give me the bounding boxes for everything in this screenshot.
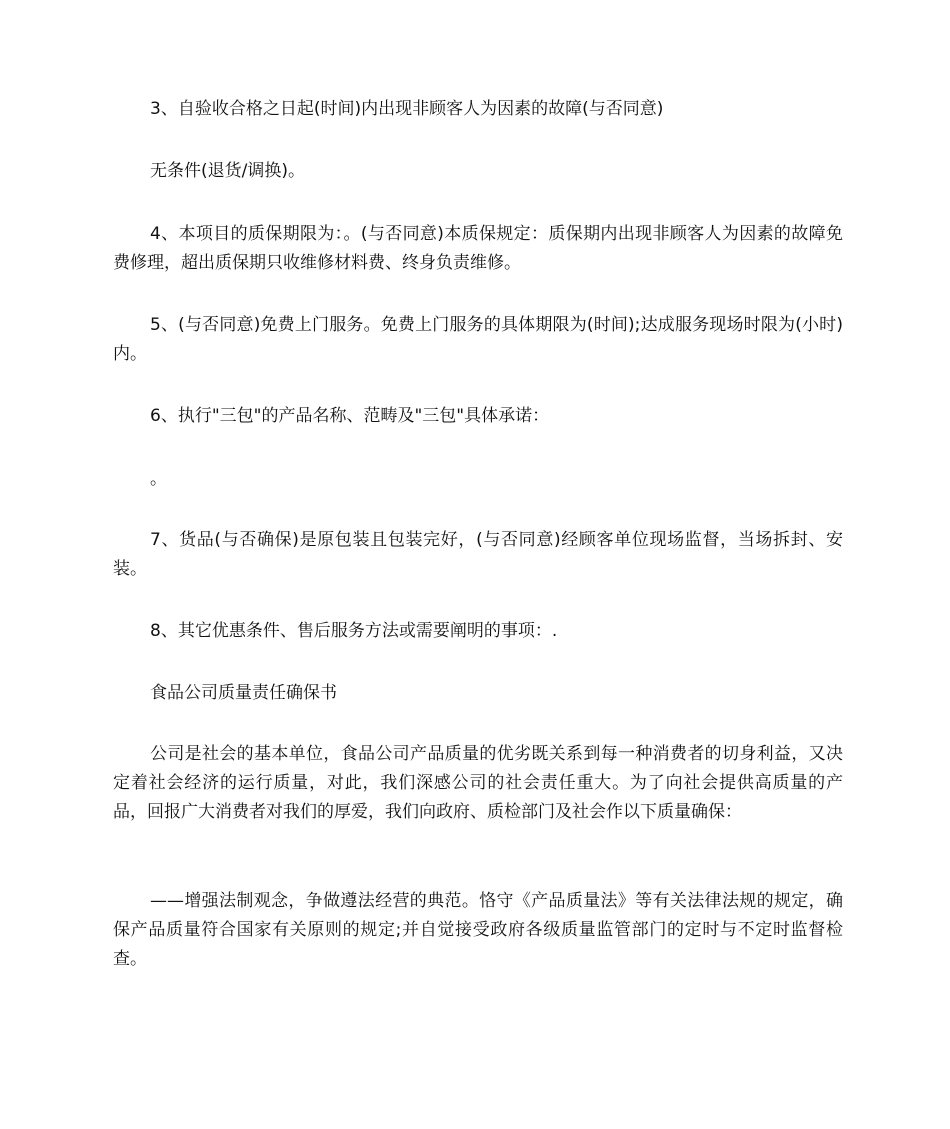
paragraph-intro: 公司是社会的基本单位，食品公司产品质量的优劣既关系到每一种消费者的切身利益，又决定着社会经济的运行质量，对此，我们深感公司的社会责任重大。为了向社会提供高质量的产品，回报广大消费者对我们的厚爱，我们向政府、质检部门及社会作以下质量确保： <box>113 744 843 822</box>
paragraph-item-6-cont: 。 <box>150 469 167 489</box>
paragraph-item-8: 8、其它优惠条件、售后服务方法或需要阐明的事项：. <box>150 621 558 641</box>
paragraph-item-3-cont: 无条件(退货/调换)。 <box>150 161 305 181</box>
paragraph-commitment: ——增强法制观念，争做遵法经营的典范。恪守《产品质量法》等有关法律法规的规定，确保产品质量符合国家有关原则的规定;并自觉接受政府各级质量监管部门的定时与不定时监督检查。 <box>113 891 843 969</box>
paragraph-item-4: 4、本项目的质保期限为：。(与否同意)本质保规定：质保期内出现非顾客人为因素的故障免费修理，超出质保期只收维修材料费、终身负责维修。 <box>113 224 843 273</box>
paragraph-item-5: 5、(与否同意)免费上门服务。免费上门服务的具体期限为(时间);达成服务现场时限为(小时)内。 <box>113 315 843 364</box>
paragraph-item-6: 6、执行"三包"的产品名称、范畴及"三包"具体承诺： <box>150 406 550 426</box>
section-heading: 食品公司质量责任确保书 <box>150 683 337 703</box>
paragraph-item-7: 7、货品(与否确保)是原包装且包装完好，(与否同意)经顾客单位现场监督，当场拆封、安装。 <box>113 530 843 579</box>
paragraph-item-3: 3、自验收合格之日起(时间)内出现非顾客人为因素的故障(与否同意) <box>150 99 664 119</box>
